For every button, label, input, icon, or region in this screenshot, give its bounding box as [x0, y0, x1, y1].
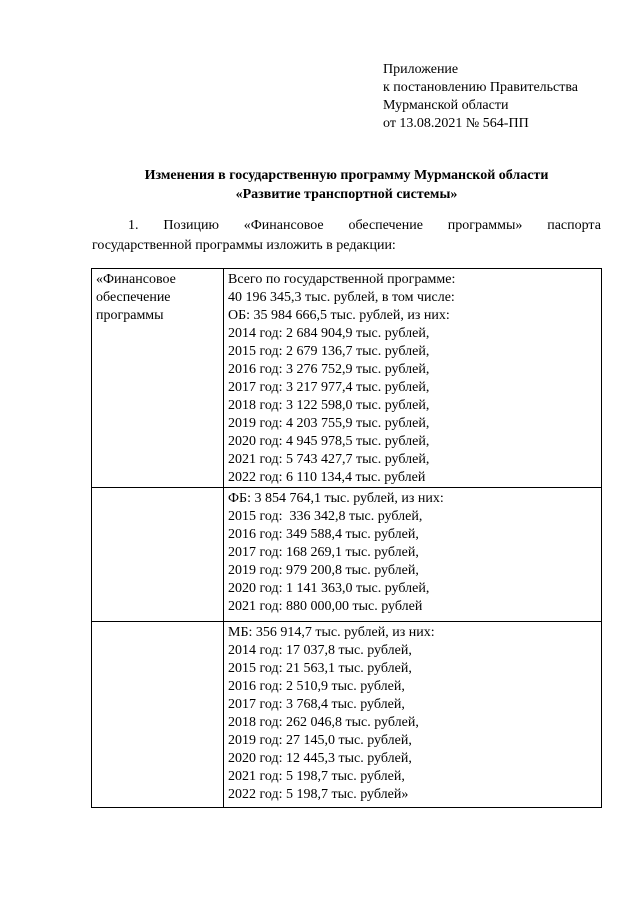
appendix-line: Мурманской области: [383, 98, 509, 113]
cell-line: программы: [96, 308, 164, 323]
cell-line: обеспечение: [96, 290, 171, 305]
paragraph-1: [92, 216, 601, 256]
cell-line: 2019 год: 4 203 755,9 тыс. рублей,: [228, 416, 430, 431]
table-cell-federal: [224, 488, 602, 622]
paragraph-line: государственной программы изложить в редакции:: [92, 238, 396, 253]
cell-line: 2021 год: 5 198,7 тыс. рублей,: [228, 769, 405, 784]
cell-line: 2017 год: 3 217 977,4 тыс. рублей,: [228, 380, 430, 395]
table-cell-municipal: [224, 622, 602, 808]
cell-line: 2022 год: 5 198,7 тыс. рублей»: [228, 787, 409, 802]
paragraph-word: программы»: [447, 218, 523, 233]
cell-line: 2018 год: 3 122 598,0 тыс. рублей,: [228, 398, 430, 413]
appendix-line: от 13.08.2021 № 564-ПП: [383, 116, 529, 131]
title-line: Изменения в государственную программу Мурманской области: [144, 168, 549, 183]
cell-line: 2015 год: 2 679 136,7 тыс. рублей,: [228, 344, 430, 359]
cell-line: 2020 год: 4 945 978,5 тыс. рублей,: [228, 434, 430, 449]
paragraph-word: паспорта: [547, 218, 601, 233]
cell-line: 2019 год: 979 200,8 тыс. рублей,: [228, 563, 419, 578]
table-row: [92, 269, 602, 488]
cell-line: 2016 год: 2 510,9 тыс. рублей,: [228, 679, 405, 694]
paragraph-word: Позицию: [163, 218, 219, 233]
cell-line: 2020 год: 12 445,3 тыс. рублей,: [228, 751, 412, 766]
paragraph-word: 1.: [128, 218, 139, 233]
cell-line: 40 196 345,3 тыс. рублей, в том числе:: [228, 290, 455, 305]
appendix-line: к постановлению Правительства: [383, 80, 579, 95]
cell-line: 2014 год: 17 037,8 тыс. рублей,: [228, 643, 412, 658]
table-cell-label: [92, 269, 224, 488]
cell-line: 2022 год: 6 110 134,4 тыс. рублей: [228, 470, 426, 485]
document-title: [92, 166, 601, 204]
cell-line: 2021 год: 5 743 427,7 тыс. рублей,: [228, 452, 430, 467]
cell-line: 2019 год: 27 145,0 тыс. рублей,: [228, 733, 412, 748]
table-cell-empty: [92, 488, 224, 622]
cell-line: ОБ: 35 984 666,5 тыс. рублей, из них:: [228, 308, 450, 323]
table-row: [92, 488, 602, 622]
cell-line: 2017 год: 168 269,1 тыс. рублей,: [228, 545, 419, 560]
appendix-line: Приложение: [383, 62, 459, 77]
paragraph-line: [92, 216, 601, 236]
title-line: «Развитие транспортной системы»: [235, 187, 458, 202]
cell-line: 2016 год: 3 276 752,9 тыс. рублей,: [228, 362, 430, 377]
cell-line: 2014 год: 2 684 904,9 тыс. рублей,: [228, 326, 430, 341]
cell-line: Всего по государственной программе:: [228, 272, 456, 287]
cell-line: 2020 год: 1 141 363,0 тыс. рублей,: [228, 581, 430, 596]
appendix-header: [383, 61, 578, 133]
cell-line: «Финансовое: [96, 272, 176, 287]
cell-line: 2016 год: 349 588,4 тыс. рублей,: [228, 527, 419, 542]
cell-line: 2021 год: 880 000,00 тыс. рублей: [228, 599, 423, 614]
cell-line: МБ: 356 914,7 тыс. рублей, из них:: [228, 625, 435, 640]
paragraph-word: обеспечение: [348, 218, 423, 233]
cell-line: 2015 год: 336 342,8 тыс. рублей,: [228, 509, 423, 524]
paragraph-word: «Финансовое: [243, 218, 324, 233]
table-cell-empty: [92, 622, 224, 808]
table-row: [92, 622, 602, 808]
table-cell-total: [224, 269, 602, 488]
cell-line: 2018 год: 262 046,8 тыс. рублей,: [228, 715, 419, 730]
cell-line: 2015 год: 21 563,1 тыс. рублей,: [228, 661, 412, 676]
financing-table: [91, 268, 602, 808]
cell-line: ФБ: 3 854 764,1 тыс. рублей, из них:: [228, 491, 444, 506]
cell-line: 2017 год: 3 768,4 тыс. рублей,: [228, 697, 405, 712]
